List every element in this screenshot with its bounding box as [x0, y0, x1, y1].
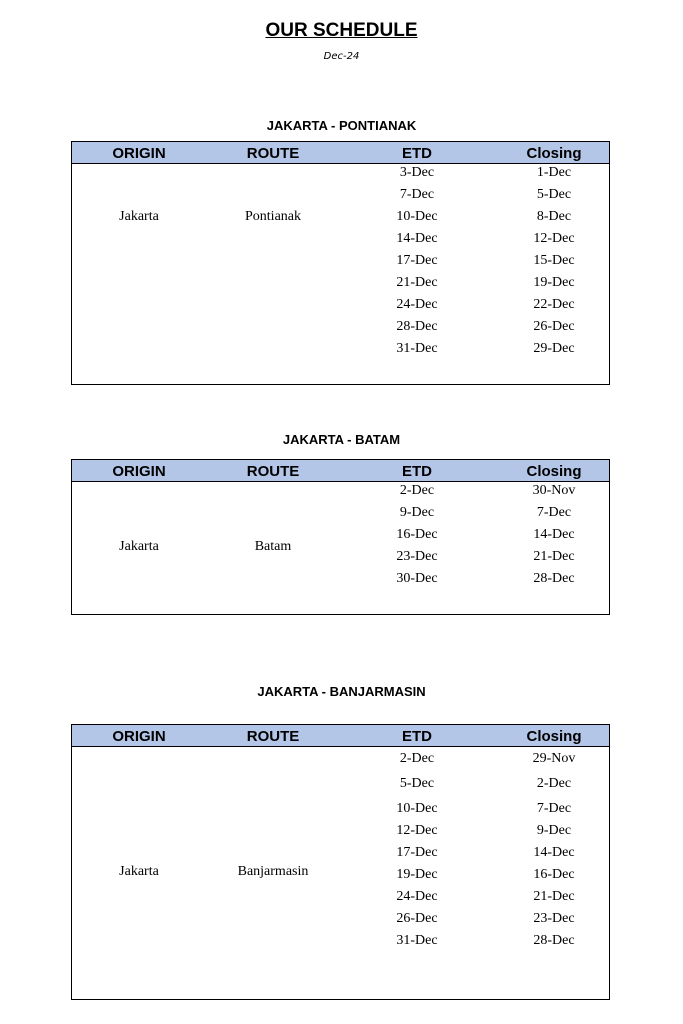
closing-cell: 28-Dec	[533, 571, 575, 586]
origin-cell: Jakarta	[119, 209, 159, 224]
etd-cell: 14-Dec	[396, 231, 438, 246]
table-header	[72, 725, 609, 747]
closing-cell: 30-Nov	[532, 483, 576, 498]
closing-cell: 5-Dec	[536, 187, 572, 202]
etd-cell: 7-Dec	[399, 187, 435, 202]
origin-cell: Jakarta	[119, 539, 159, 554]
etd-cell: 24-Dec	[396, 889, 438, 904]
schedule-table	[71, 724, 610, 1000]
route-heading: JAKARTA - PONTIANAK	[266, 118, 417, 133]
table-header	[72, 460, 609, 482]
closing-cell: 15-Dec	[533, 253, 575, 268]
closing-cell: 21-Dec	[533, 549, 575, 564]
etd-cell: 2-Dec	[399, 483, 435, 498]
schedule-table	[71, 459, 610, 615]
etd-cell: 19-Dec	[396, 867, 438, 882]
route-heading: JAKARTA - BANJARMASIN	[257, 684, 426, 699]
etd-cell: 16-Dec	[396, 527, 438, 542]
header-origin: ORIGIN	[112, 728, 166, 745]
closing-cell: 16-Dec	[533, 867, 575, 882]
closing-cell: 8-Dec	[536, 209, 572, 224]
etd-cell: 26-Dec	[396, 911, 438, 926]
route-cell: Pontianak	[245, 209, 301, 224]
closing-cell: 7-Dec	[536, 505, 572, 520]
etd-cell: 30-Dec	[396, 571, 438, 586]
closing-cell: 14-Dec	[533, 527, 575, 542]
header-route: ROUTE	[246, 463, 300, 480]
closing-cell: 2-Dec	[536, 776, 572, 791]
route-heading: JAKARTA - BATAM	[282, 432, 401, 447]
closing-cell: 21-Dec	[533, 889, 575, 904]
etd-cell: 24-Dec	[396, 297, 438, 312]
closing-cell: 14-Dec	[533, 845, 575, 860]
header-etd: ETD	[402, 145, 432, 162]
table-header	[72, 142, 609, 164]
closing-cell: 22-Dec	[533, 297, 575, 312]
header-origin: ORIGIN	[112, 463, 166, 480]
etd-cell: 17-Dec	[396, 253, 438, 268]
closing-cell: 26-Dec	[533, 319, 575, 334]
closing-cell: 12-Dec	[533, 231, 575, 246]
etd-cell: 10-Dec	[396, 209, 438, 224]
header-etd: ETD	[402, 463, 432, 480]
header-closing: Closing	[526, 728, 582, 745]
etd-cell: 31-Dec	[396, 341, 438, 356]
origin-cell: Jakarta	[119, 864, 159, 879]
etd-cell: 2-Dec	[399, 751, 435, 766]
etd-cell: 9-Dec	[399, 505, 435, 520]
schedule-table	[71, 141, 610, 385]
closing-cell: 7-Dec	[536, 801, 572, 816]
etd-cell: 3-Dec	[399, 165, 435, 180]
closing-cell: 23-Dec	[533, 911, 575, 926]
header-closing: Closing	[526, 463, 582, 480]
page-subtitle: Dec-24	[323, 51, 360, 62]
page-title: OUR SCHEDULE	[265, 20, 418, 41]
header-closing: Closing	[526, 145, 582, 162]
closing-cell: 1-Dec	[536, 165, 572, 180]
etd-cell: 28-Dec	[396, 319, 438, 334]
header-origin: ORIGIN	[112, 145, 166, 162]
closing-cell: 9-Dec	[536, 823, 572, 838]
header-route: ROUTE	[246, 145, 300, 162]
etd-cell: 12-Dec	[396, 823, 438, 838]
header-etd: ETD	[402, 728, 432, 745]
route-cell: Banjarmasin	[237, 864, 309, 879]
closing-cell: 19-Dec	[533, 275, 575, 290]
closing-cell: 29-Nov	[532, 751, 576, 766]
etd-cell: 17-Dec	[396, 845, 438, 860]
etd-cell: 21-Dec	[396, 275, 438, 290]
etd-cell: 10-Dec	[396, 801, 438, 816]
etd-cell: 31-Dec	[396, 933, 438, 948]
closing-cell: 28-Dec	[533, 933, 575, 948]
header-route: ROUTE	[246, 728, 300, 745]
closing-cell: 29-Dec	[533, 341, 575, 356]
etd-cell: 23-Dec	[396, 549, 438, 564]
etd-cell: 5-Dec	[399, 776, 435, 791]
route-cell: Batam	[254, 539, 292, 554]
